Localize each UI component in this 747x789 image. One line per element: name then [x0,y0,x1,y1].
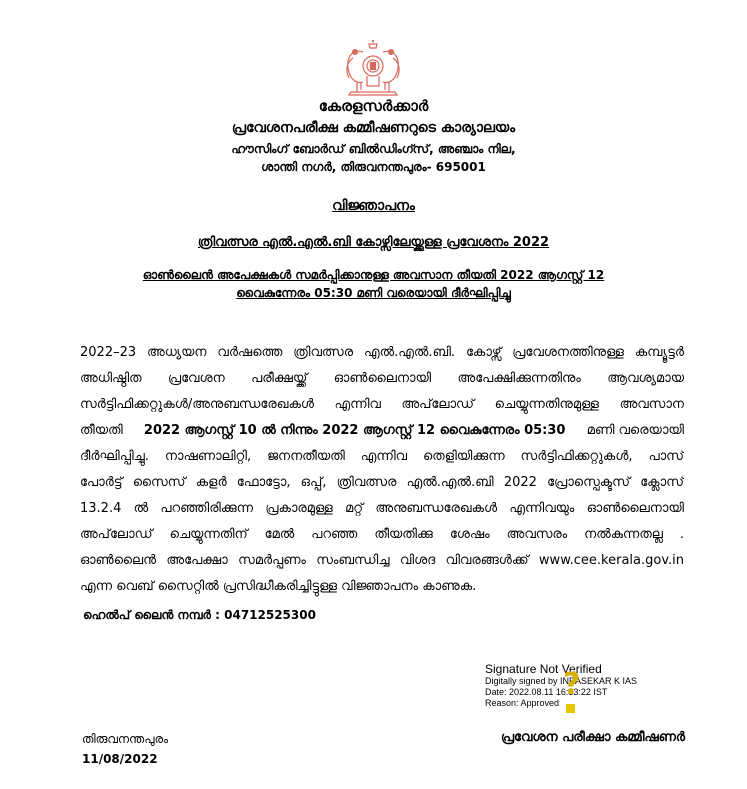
body-line: സർട്ടിഫിക്കറ്റുകൾ/അനുബന്ധരേഖകൾ എന്നിവ അപ്‌ലോഡ് ചെയ്യുന്നതിനുമുള്ള അവസാന [80,397,684,412]
signature-reason: Reason: Approved [485,698,560,708]
body-line: ദീർഘിപ്പിച്ചു. നാഷണാലിറ്റി, ജനനതീയതി എന്നിവ തെളിയിക്കുന്ന സർട്ടിഫിക്കറ്റുകൾ, പാസ് [80,449,684,464]
signatory-title: പ്രവേശന പരീക്ഷാ കമ്മീഷണർ [500,730,685,745]
headline-line-2-wrap [0,286,747,301]
body-line: പോർട്ട് സൈസ് കളർ ഫോട്ടോ, ഒപ്പ്, ത്രിവത്സര എൽ.എൽ.ബി 2022 പ്രോസ്പെക്ടസ് ക്ലോസ് [80,475,684,490]
body-line: അധിഷ്ഠിത പ്രവേശന പരീക്ഷയ്ക്ക് ഓൺലൈനായി അപേക്ഷിക്കുന്നതിനും ആവശ്യമായ [80,371,684,386]
body-line: ഓൺലൈൻ അപേക്ഷാ സമർപ്പണം സംബന്ധിച്ച വിശദ വിവരങ്ങൾക്ക് www.cee.kerala.gov.in [80,553,684,568]
deadline-highlight: 2022 ആഗസ്റ്റ് 10 ൽ നിന്നും 2022 ആഗസ്റ്റ് 12 വൈകുന്നേരം 05:30 [143,423,566,438]
signature-status: Signature Not Verified [485,662,602,676]
address-line-1: ഹൗസിംഗ് ബോർഡ് ബിൽഡിംഗ്സ്, അഞ്ചാം നില, [231,142,516,156]
notification-title-wrap [0,198,747,214]
headline-line-1-wrap [0,268,747,283]
footer-place: തിരുവനന്തപുരം [82,732,169,746]
footer-date: 11/08/2022 [82,752,158,766]
notification-subject: ത്രിവത്സര എൽ.എൽ.ബി കോഴ്സിലേയ്ക്കുള്ള പ്രവേശനം 2022 [197,235,550,250]
body-line: 2022–23 അധ്യയന വർഷത്തെ ത്രിവത്സര എൽ.എൽ.ബി. കോഴ്സ് പ്രവേശനത്തിനുള്ള കമ്പ്യൂട്ടർ [80,345,684,360]
signature-unverified-icon: ? [563,667,581,702]
notification-title: വിജ്ഞാപനം [332,198,415,214]
address-line-2: ശാന്തി നഗർ, തിരുവനന്തപുരം- 695001 [261,160,486,174]
government-title: കേരളസർക്കാർ [318,97,429,115]
body-line-4-start: തീയതി [80,423,123,438]
headline-line-1: ഓൺലൈൻ അപേക്ഷകൾ സമർപ്പിക്കാനുള്ള അവസാന തീയതി 2022 ആഗസ്റ്റ് 12 [142,268,605,282]
helpline-number: ഹെൽപ് ലൈൻ നമ്പർ : 04712525300 [83,608,316,622]
signature-date: Date: 2022.08.11 16:33:22 IST [485,687,608,697]
body-line: എന്ന വെബ് സൈറ്റിൽ പ്രസിദ്ധീകരിച്ചിട്ടുള്ള വിജ്ഞാപനം കാണുക. [80,579,477,594]
notification-subject-wrap [0,235,747,250]
kerala-emblem-icon [333,38,413,98]
signature-check-icon [566,704,575,713]
body-line: 13.2.4 ൽ പറഞ്ഞിരിക്കുന്ന പ്രകാരമുള്ള മറ്റ് അനുബന്ധരേഖകൾ എന്നിവയും ഓൺലൈനായി [80,501,684,516]
body-line: അപ്‌ലോഡ് ചെയ്യുന്നതിന് മേൽ പറഞ്ഞ തീയതിക്കു ശേഷം അവസരം നൽകുന്നതല്ല . [80,527,684,542]
signature-signed-by: Digitally signed by INBASEKAR K IAS [485,676,638,686]
headline-line-2: വൈകുന്നേരം 05:30 മണി വരെയായി ദീർഘിപ്പിച്ചു [236,286,511,300]
body-line-deadline [80,418,684,444]
digital-signature-block[interactable] [485,662,637,709]
office-name: പ്രവേശനപരീക്ഷ കമ്മീഷണറുടെ കാര്യാലയം [231,120,516,136]
body-paragraph [80,340,684,600]
body-line-4-end: മണി വരെയായി [586,423,684,438]
